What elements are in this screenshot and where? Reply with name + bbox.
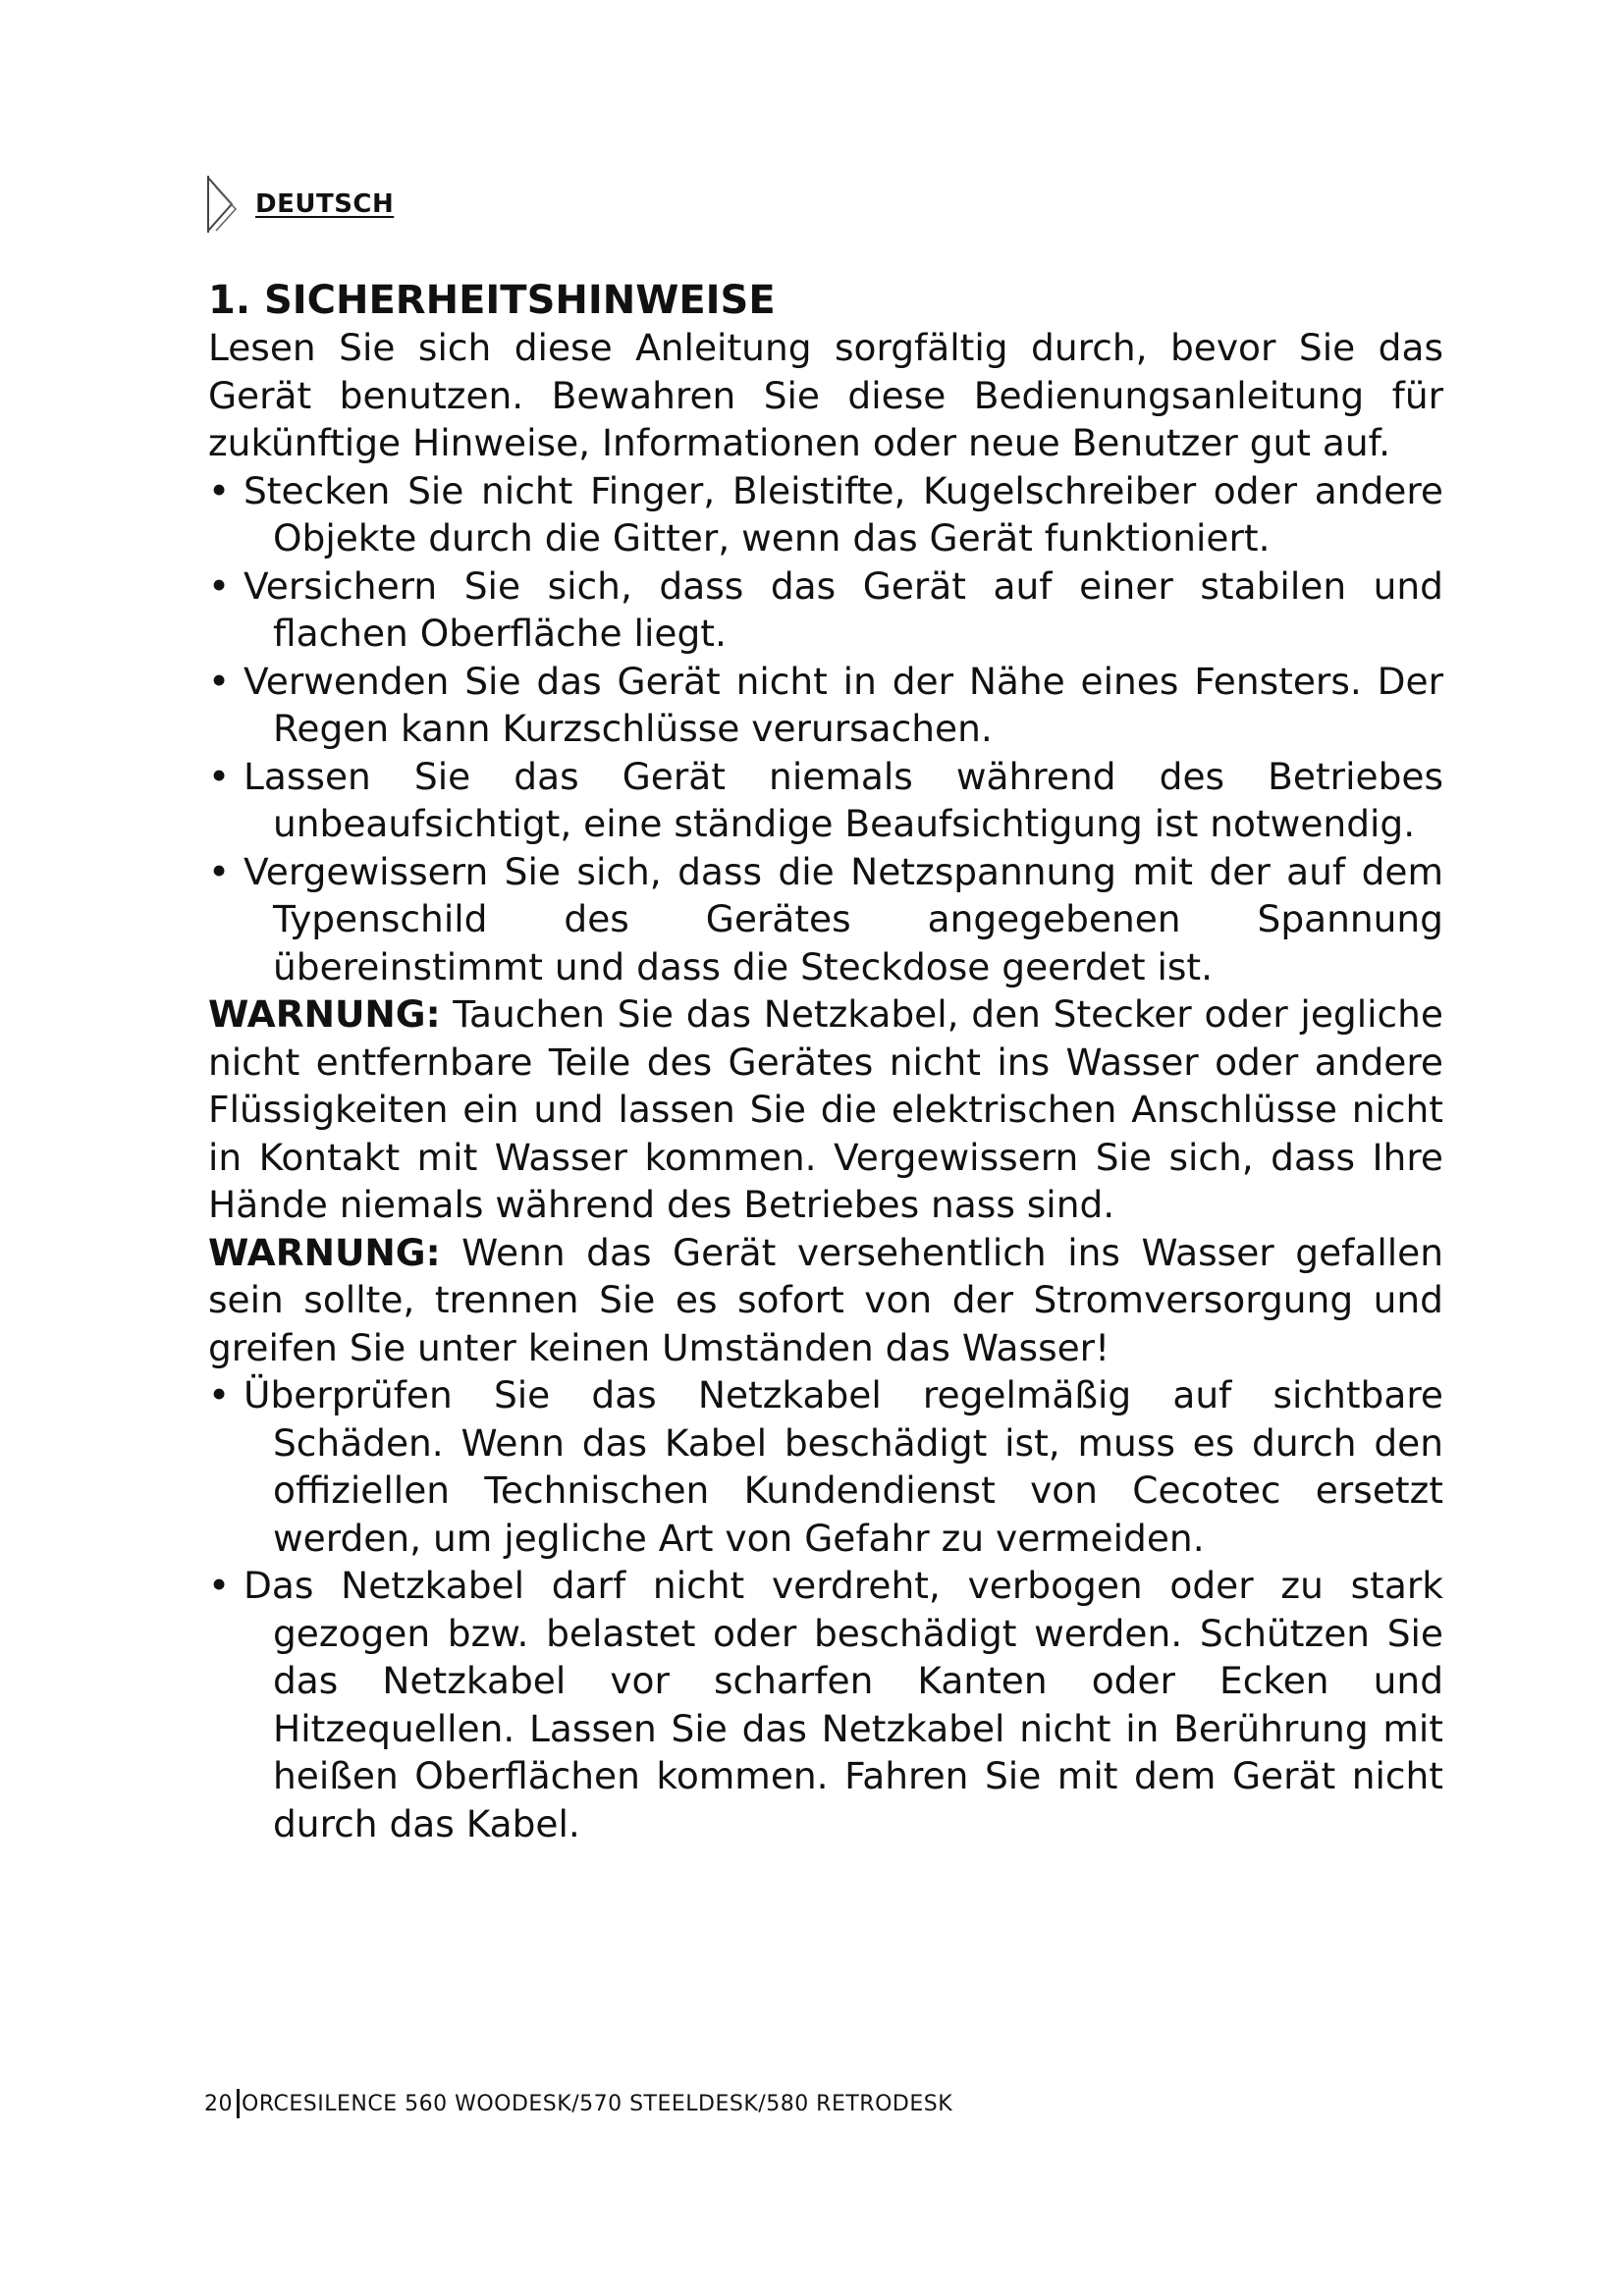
list-item	[208, 1562, 1443, 1847]
list-item	[208, 467, 1443, 562]
product-name: ORCESILENCE 560 WOODESK/570 STEELDESK/580 RETRODESK	[242, 2091, 953, 2116]
page-footer	[204, 2089, 952, 2118]
safety-list-a	[208, 467, 1443, 991]
safety-section	[208, 277, 1443, 1847]
warning-text: Wenn das Gerät versehentlich ins Wasser gefallen sein sollte, trennen Sie es sofort von der Stromversorgung und greifen Sie unter keinen Umständen das Wasser!	[208, 1230, 1443, 1369]
bullet-icon: •	[208, 659, 231, 703]
list-item-text: Versichern Sie sich, dass das Gerät auf einer stabilen und flachen Oberfläche liegt.	[244, 563, 1443, 655]
bullet-icon: •	[208, 468, 231, 512]
bullet-icon: •	[208, 1373, 231, 1416]
language-label: DEUTSCH	[255, 189, 395, 219]
list-item	[208, 1371, 1443, 1562]
list-item	[208, 848, 1443, 991]
warning-text: Tauchen Sie das Netzkabel, den Stecker oder jegliche nicht entfernbare Teile des Gerätes nicht ins Wasser oder andere Flüssigkeiten ein und lassen Sie die elektrischen Anschlüsse nicht in Kontakt mit Wasser kommen. Vergewissern Sie sich, dass Ihre Hände niemals während des Betriebes nass sind.	[208, 992, 1443, 1226]
list-item-text: Überprüfen Sie das Netzkabel regelmäßig auf sichtbare Schäden. Wenn das Kabel beschädigt ist, muss es durch den offiziellen Technischen Kundendienst von Cecotec ersetzt werden, um jegliche Art von Gefahr zu vermeiden.	[244, 1373, 1443, 1560]
brand-logo-icon	[204, 174, 244, 235]
list-item	[208, 562, 1443, 658]
list-item	[208, 658, 1443, 753]
section-title: 1. SICHERHEITSHINWEISE	[208, 278, 776, 323]
warning-paragraph-2	[208, 1229, 1443, 1372]
list-item-text: Vergewissern Sie sich, dass die Netzspannung mit der auf dem Typenschild des Gerätes angegebenen Spannung übereinstimmt und dass die Steckdose geerdet ist.	[244, 849, 1443, 988]
list-item-text: Stecken Sie nicht Finger, Bleistifte, Kugelschreiber oder andere Objekte durch die Gitter, wenn das Gerät funktioniert.	[244, 468, 1443, 560]
list-item	[208, 753, 1443, 848]
page-header	[204, 175, 394, 234]
list-item-text: Das Netzkabel darf nicht verdreht, verbogen oder zu stark gezogen bzw. belastet oder beschädigt werden. Schützen Sie das Netzkabel vor scharfen Kanten oder Ecken und Hitzequellen. Lassen Sie das Netzkabel nicht in Berührung mit heißen Oberflächen kommen. Fahren Sie mit dem Gerät nicht durch das Kabel.	[244, 1564, 1443, 1845]
bullet-icon: •	[208, 849, 231, 893]
warning-paragraph-1	[208, 990, 1443, 1229]
warning-label: WARNUNG:	[208, 1230, 441, 1274]
intro-paragraph: Lesen Sie sich diese Anleitung sorgfältig durch, bevor Sie das Gerät benutzen. Bewahren Sie diese Bedienungsanleitung für zukünftige Hinweise, Informationen oder neue Benutzer gut auf.	[208, 326, 1443, 464]
warning-label: WARNUNG:	[208, 992, 441, 1036]
footer-divider	[237, 2089, 240, 2118]
safety-list-b	[208, 1371, 1443, 1847]
bullet-icon: •	[208, 563, 231, 608]
list-item-text: Lassen Sie das Gerät niemals während des Betriebes unbeaufsichtigt, eine ständige Beaufsichtigung ist notwendig.	[244, 754, 1443, 845]
page-number: 20	[204, 2091, 233, 2116]
bullet-icon: •	[208, 1564, 231, 1607]
bullet-icon: •	[208, 754, 231, 798]
list-item-text: Verwenden Sie das Gerät nicht in der Nähe eines Fensters. Der Regen kann Kurzschlüsse verursachen.	[244, 659, 1443, 750]
